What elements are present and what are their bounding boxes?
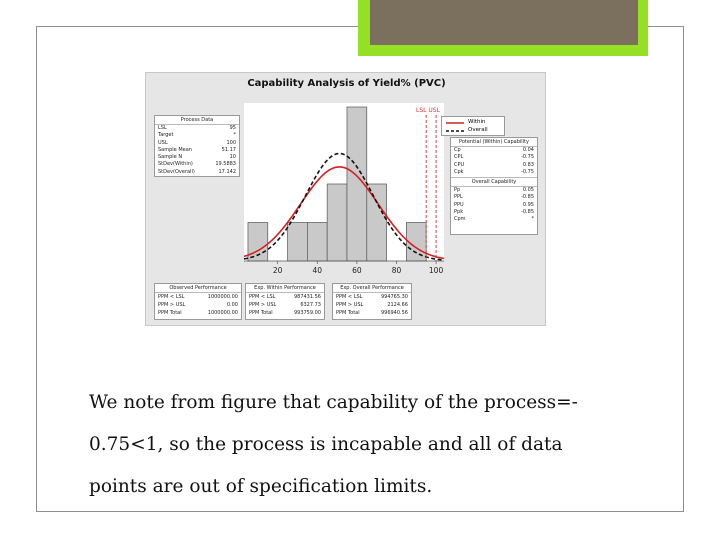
process-data-title: Process Data bbox=[155, 116, 239, 125]
caption-line-2: 0.75<1, so the process is incapable and all of data bbox=[89, 434, 563, 455]
exp-within-row: PPM Total 993759.00 bbox=[249, 310, 321, 316]
histogram-bar bbox=[367, 184, 387, 261]
process-data-box bbox=[154, 115, 240, 177]
legend-within-label: Within bbox=[468, 119, 486, 125]
x-tick-label: 100 bbox=[428, 266, 444, 275]
overall-capability-title: Overall Capability bbox=[451, 177, 537, 187]
potential-row: Cp 0.04 bbox=[454, 147, 534, 153]
process-row: USL 100 bbox=[158, 139, 236, 146]
spec-limit-label: LSL USL bbox=[416, 107, 440, 114]
header-accent-inner bbox=[370, 0, 638, 45]
legend-overall-label: Overall bbox=[468, 127, 488, 133]
overall-row: Ppk -0.85 bbox=[454, 209, 534, 216]
exp-overall-row: PPM Total 996940.56 bbox=[336, 310, 408, 316]
capability-box bbox=[450, 137, 538, 235]
potential-capability-title: Potential (Within) Capability bbox=[451, 138, 537, 147]
potential-row: CPL -0.75 bbox=[454, 154, 534, 161]
histogram-bar bbox=[327, 184, 347, 261]
exp-overall-performance-box bbox=[332, 283, 412, 320]
process-row: Sample Mean 51.17 bbox=[158, 146, 236, 153]
exp-overall-row: PPM > USL 2124.66 bbox=[336, 302, 408, 308]
x-tick-label: 40 bbox=[312, 266, 323, 275]
observed-performance-box bbox=[154, 283, 242, 320]
overall-row: Pp 0.05 bbox=[454, 187, 534, 194]
overall-row: PPL -0.85 bbox=[454, 194, 534, 201]
observed-row: PPM < LSL 1000000.00 bbox=[158, 294, 238, 300]
caption-line-3: points are out of specification limits. bbox=[89, 476, 433, 497]
capability-chart bbox=[145, 72, 546, 326]
process-row: Target * bbox=[158, 132, 236, 139]
x-tick-label: 20 bbox=[272, 266, 283, 275]
observed-row: PPM Total 1000000.00 bbox=[158, 310, 238, 316]
x-tick-label: 80 bbox=[391, 266, 402, 275]
potential-row: Cpk -0.75 bbox=[454, 168, 534, 175]
exp-overall-row: PPM < LSL 994765.30 bbox=[336, 294, 408, 300]
process-row: StDev(Within) 19.5883 bbox=[158, 161, 236, 168]
slide-caption bbox=[89, 382, 649, 508]
process-row: Sample N 10 bbox=[158, 154, 236, 161]
exp-within-row: PPM > USL 6327.73 bbox=[249, 302, 321, 308]
caption-line-1: We note from figure that capability of the process=- bbox=[89, 392, 578, 413]
chart-legend bbox=[441, 116, 505, 136]
overall-row: Cpm * bbox=[454, 216, 534, 223]
exp-within-performance-box bbox=[245, 283, 325, 320]
histogram-bar bbox=[307, 223, 327, 262]
x-tick-label: 60 bbox=[352, 266, 362, 275]
exp-overall-performance-title: Exp. Overall Performance bbox=[333, 284, 411, 293]
process-row: LSL 95 bbox=[158, 125, 236, 131]
observed-performance-title: Observed Performance bbox=[155, 284, 241, 293]
chart-title: Capability Analysis of Yield% (PVC) bbox=[247, 78, 446, 89]
potential-row: CPU 0.83 bbox=[454, 161, 534, 168]
process-row: StDev(Overall) 17.142 bbox=[158, 168, 236, 175]
histogram-bar bbox=[288, 223, 308, 262]
exp-within-performance-title: Exp. Within Performance bbox=[246, 284, 324, 293]
exp-within-row: PPM < LSL 987431.56 bbox=[249, 294, 321, 300]
overall-row: PPU 0.95 bbox=[454, 201, 534, 208]
observed-row: PPM > USL 0.00 bbox=[158, 302, 238, 308]
